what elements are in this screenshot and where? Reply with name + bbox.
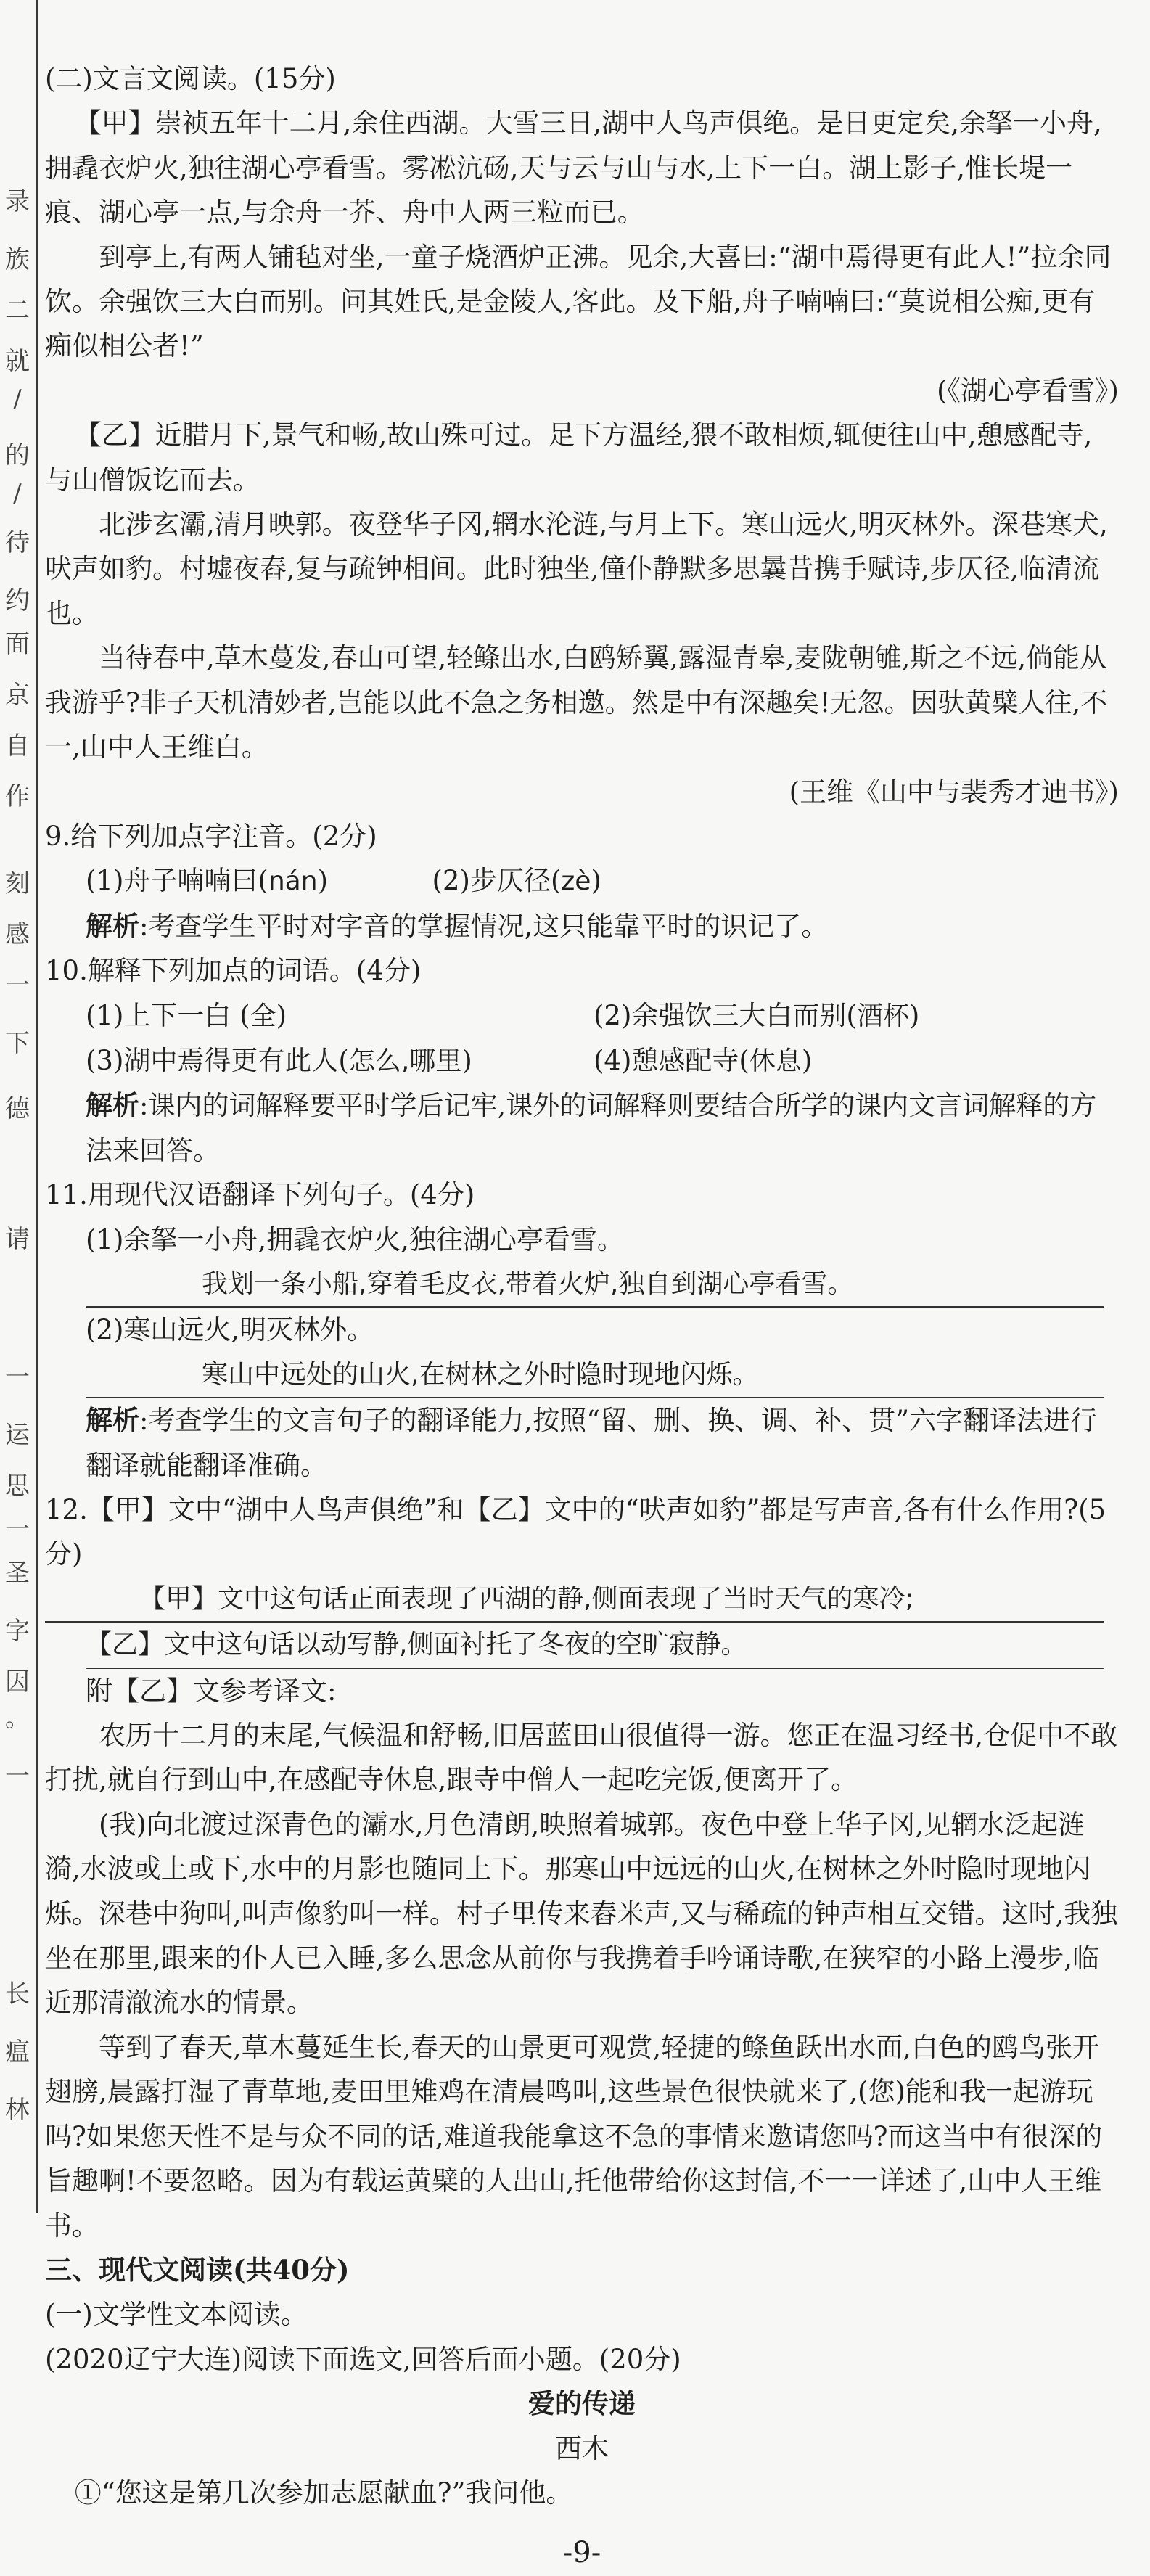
q9-items: (1)舟子喃喃曰(nán) (2)步仄径(zè) [86,865,601,897]
margin-char: 面 [5,630,30,659]
section3-title: 三、现代文阅读(共40分) [45,2253,350,2286]
translation-p1: 农历十二月的末尾,气候温和舒畅,旧居蓝田山很值得一游。您正在温习经书,仓促中不敢打扰,就自行到山中,在感配寺休息,跟寺中僧人一起吃完饭,便离开了。 [45,1720,1118,1796]
q10-answer4: 休息 [749,1046,802,1076]
margin-char: 感 [5,920,30,949]
passage-yi-p2: 北涉玄灞,清月映郭。夜登华子冈,辋水沦涟,与月上下。寒山远火,明灭林外。深巷寒犬,吠声如豹。村墟夜舂,复与疏钟相间。此时独坐,僮仆静默多思曩昔携手赋诗,步仄径,临清流也。 [45,509,1108,629]
margin-char: 待 [5,528,30,557]
margin-char: 下 [5,1029,30,1058]
translation-p3: 等到了春天,草木蔓延生长,春天的山景更可观赏,轻捷的鲦鱼跃出水面,白色的鸥鸟张开翅膀,晨露打湿了青草地,麦田里雉鸡在清晨鸣叫,这些景色很快就来了,(您)能和我一起游玩吗?如果您天性不是与众不同的话,难道我能拿这不急的事情来邀请您吗?而这当中有很深的旨趣啊!不要忽略。因为有载运黄檗的人出山,托他带给你这封信,不一一详述了,山中人王维书。 [45,2031,1103,2241]
section-title: (二)文言文阅读。(15分) [45,63,336,94]
q9-item2: (2)步仄径( [432,865,562,897]
margin-char: 刻 [5,869,30,898]
q12-answer2: 【乙】文中这句话以动写静,侧面衬托了冬夜的空旷寂静。 [86,1623,1104,1668]
margin-char: 一 [5,1363,30,1392]
q11-answer1: 我划一条小船,穿着毛皮衣,带着火炉,独自到湖心亭看雪。 [86,1262,1104,1308]
margin-char: 约 [5,586,30,615]
q9-answer2: zè [561,866,591,897]
margin-char: 京 [5,681,30,710]
margin-char: 思 [5,1472,30,1501]
q11-item2: (2)寒山远火,明灭林外。 [86,1314,374,1346]
translation-title: 附【乙】文参考译文: [86,1675,337,1707]
article-first-paragraph: ①“您这是第几次参加志愿献血?”我问他。 [74,2477,573,2509]
margin-char: 作 [5,782,30,811]
margin-strip [0,0,35,2324]
margin-char: 瘟 [5,2038,30,2067]
q12-prompt: 12.【甲】文中“湖中人鸟声俱绝”和【乙】文中的“吠声如豹”都是写声音,各有什么作用?(5分) [45,1494,1106,1570]
q10-answer3: 怎么,哪里 [348,1046,462,1076]
section3-intro: (2020辽宁大连)阅读下面选文,回答后面小题。(20分) [45,2343,681,2375]
q9-analysis: 解析:考查学生平时对字音的掌握情况,这只能靠平时的识记了。 [86,909,829,942]
translation-p2: (我)向北渡过深青色的灞水,月色清朗,映照着城郭。夜色中登上华子冈,见辋水泛起涟漪,水波或上或下,水中的月影也随同上下。那寒山中远远的山火,在树林之外时隐时现地闪烁。深巷中狗叫,叫声像豹叫一样。村子里传来舂米声,又与稀疏的钟声相互交错。这时,我独坐在那里,跟来的仆人已入睡,多么思念从前你与我携着手吟诵诗歌,在狭窄的小路上漫步,临近那清澈流水的情景。 [45,1808,1118,2019]
margin-char: 。 [5,1704,30,1733]
q9-answer1: nán [268,866,318,897]
margin-char: / [13,385,22,414]
q10-answer2: 酒杯 [856,1001,909,1031]
article-author: 西木 [555,2432,609,2464]
q10-analysis: 解析:课内的词解释要平时学后记牢,课外的词解释则要结合所学的课内文言词解释的方法来回答。 [86,1089,1097,1166]
margin-char: 运 [5,1421,30,1450]
q9-prompt: 9.给下列加点字注音。(2分) [45,820,377,852]
q10-row1: (1)上下一白 (全) (2)余强饮三大白而别(酒杯) [86,999,920,1031]
margin-char: 圣 [5,1559,30,1588]
margin-divider [36,0,38,2213]
q11-prompt: 11.用现代汉语翻译下列句子。(4分) [45,1179,475,1211]
margin-char: 林 [5,2096,30,2125]
margin-char: 就 [5,347,30,376]
q11-answer2: 寒山中远处的山火,在树林之外时隐时现地闪烁。 [86,1353,1104,1398]
passage-jia-p2: 到亭上,有两人铺毡对坐,一童子烧酒炉正沸。见余,大喜曰:“湖中焉得更有此人!”拉余同饮。余强饮三大白而别。问其姓氏,是金陵人,客此。及下船,舟子喃喃曰:“莫说相公痴,更有痴似相公者!” [45,241,1112,362]
margin-char: 录 [5,187,30,216]
passage-jia-p1: 【甲】崇祯五年十二月,余住西湖。大雪三日,湖中人鸟声俱绝。是日更定矣,余拏一小舟,拥毳衣炉火,独往湖心亭看雪。雾凇沆砀,天与云与山与水,上下一白。湖上影子,惟长堤一痕、湖心亭一点,与余舟一芥、舟中人两三粒而已。 [45,107,1102,229]
passage-yi-p3: 当待春中,草木蔓发,春山可望,轻鲦出水,白鸥矫翼,露湿青皋,麦陇朝雊,斯之不远,倘能从我游乎?非子天机清妙者,岂能以此不急之务相邀。然是中有深趣矣!无忽。因驮黄檗人往,不一,山中人王维白。 [45,642,1108,763]
margin-char: 自 [5,731,30,760]
margin-char: 的 [5,441,30,470]
passage-yi-p1: 【乙】近腊月下,景气和畅,故山殊可过。足下方温经,猥不敢相烦,辄便往山中,憩感配寺,与山僧饭讫而去。 [45,419,1093,496]
margin-char: 二 [5,296,30,325]
page-content [45,57,1119,2576]
passage-jia-source: (《湖心亭看雪》) [937,374,1119,406]
q11-analysis: 解析:考查学生的文言句子的翻译能力,按照“留、删、换、调、补、贯”六字翻译法进行翻译就能翻译准确。 [86,1404,1098,1481]
margin-char: 一 [5,1762,30,1791]
margin-char: 德 [5,1094,30,1123]
q10-answer1: 全 [250,1001,276,1031]
q10-prompt: 10.解释下列加点的词语。(4分) [45,955,422,987]
passage-yi-source: (王维《山中与裴秀才迪书》) [789,776,1119,808]
q11-item1: (1)余拏一小舟,拥毳衣炉火,独往湖心亭看雪。 [86,1223,624,1255]
margin-char: 因 [5,1668,30,1697]
margin-char: 一 [5,971,30,1000]
page-number: -9- [562,2536,601,2570]
margin-char: 长 [5,1980,30,2009]
margin-char: 一 [5,1515,30,1544]
margin-char: 请 [5,1225,30,1254]
margin-char: / [13,479,22,508]
q10-row2: (3)湖中焉得更有此人(怎么,哪里) (4)憩感配寺(休息) [86,1044,813,1076]
q12-answer1: 【甲】文中这句话正面表现了西湖的静,侧面表现了当时天气的寒冷; [45,1577,1104,1623]
margin-char: 字 [5,1617,30,1646]
q9-item1: (1)舟子喃喃曰( [86,865,268,897]
analysis-label: 解析 [86,909,139,942]
margin-char: 族 [5,245,30,274]
section3-sub: (一)文学性文本阅读。 [45,2299,308,2331]
article-title: 爱的传递 [528,2387,636,2420]
